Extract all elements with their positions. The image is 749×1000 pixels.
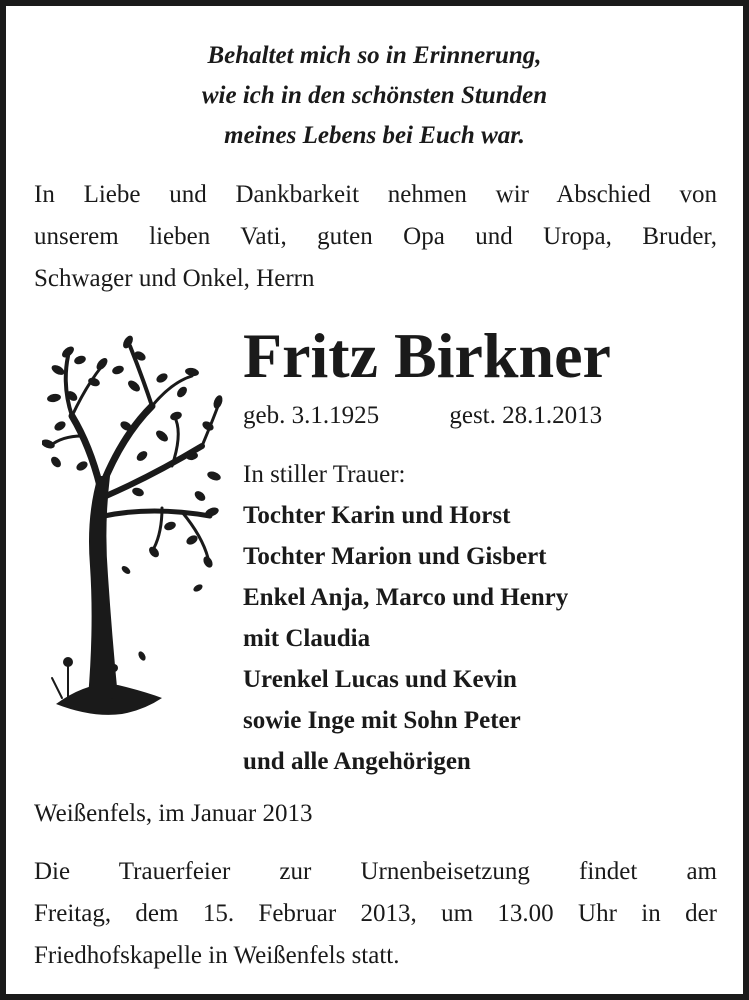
death-date: gest. 28.1.2013 [449, 402, 603, 429]
tree-silhouette-icon [42, 326, 226, 746]
mourning-heading: In stiller Trauer: [243, 461, 406, 488]
list-item: und alle Angehörigen [243, 748, 471, 775]
service-text [34, 851, 717, 977]
motto-line: meines Lebens bei Euch war. [224, 122, 525, 149]
list-item: mit Claudia [243, 625, 371, 652]
list-item: Tochter Karin und Horst [243, 502, 511, 529]
birth-date: geb. 3.1.1925 [243, 402, 380, 429]
deceased-name: Fritz Birkner [243, 320, 611, 391]
motto-line: Behaltet mich so in Erinnerung, [207, 42, 542, 69]
service-line: Freitag, dem 15. Februar 2013, um 13.00 Uhr in der [34, 900, 717, 927]
intro-line: In Liebe und Dankbarkeit nehmen wir Abschied von [34, 181, 717, 208]
service-line: Die Trauerfeier zur Urnenbeisetzung findet am [34, 858, 717, 885]
intro-line: Schwager und Onkel, Herrn [34, 265, 315, 292]
mourners-list [243, 454, 568, 782]
motto [6, 36, 743, 156]
motto-line: wie ich in den schönsten Stunden [201, 82, 548, 109]
list-item: Enkel Anja, Marco und Henry [243, 584, 569, 611]
list-item: Urenkel Lucas und Kevin [243, 666, 517, 693]
list-item: sowie Inge mit Sohn Peter [243, 707, 521, 734]
list-item: Tochter Marion und Gisbert [243, 543, 547, 570]
place-date: Weißenfels, im Januar 2013 [34, 800, 313, 827]
intro-line: unserem lieben Vati, guten Opa und Uropa, Bruder, [34, 223, 717, 250]
intro-text [34, 174, 717, 300]
life-dates [243, 398, 602, 434]
service-line: Friedhofskapelle in Weißenfels statt. [34, 942, 400, 969]
